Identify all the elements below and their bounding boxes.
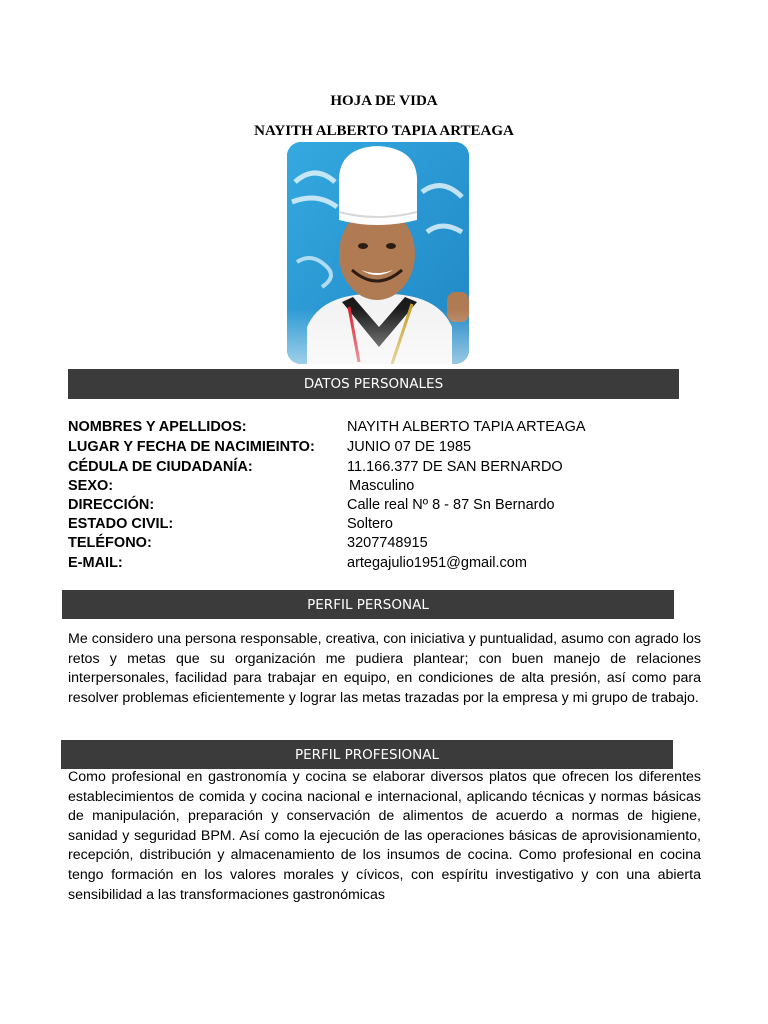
section-header-perfil-personal: PERFIL PERSONAL (62, 590, 674, 619)
profile-paragraph: Me considero una persona responsable, creativa, con iniciativa y puntualidad, asumo con agrado los retos y metas que su organización me pudiera plantear; con buen manejo de relaciones interpersonales, facilidad para trabajar en equipo, en condiciones de alta presión, así como para resolver problemas eficientemente y lograr las metas trazadas por la empresa y mi grupo de trabajo. (68, 631, 701, 706)
value-estado-civil: Soltero (347, 516, 393, 532)
label-cedula: CÉDULA DE CIUDADANÍA: (68, 459, 253, 475)
profile-photo (287, 142, 469, 364)
label-sexo: SEXO: (68, 478, 114, 494)
label-nombres: NOMBRES Y APELLIDOS: (68, 419, 247, 435)
value-nombres: NAYITH ALBERTO TAPIA ARTEAGA (347, 419, 586, 435)
document-title: HOJA DE VIDA (330, 93, 438, 109)
label-telefono: TELÉFONO: (68, 535, 152, 551)
person-name-heading: NAYITH ALBERTO TAPIA ARTEAGA (254, 123, 514, 139)
label-email: E-MAIL: (68, 555, 123, 571)
value-sexo: Masculino (349, 478, 415, 494)
value-telefono: 3207748915 (347, 535, 428, 551)
label-estado-civil: ESTADO CIVIL: (68, 516, 174, 532)
value-cedula: 11.166.377 DE SAN BERNARDO (347, 459, 563, 475)
section-header-perfil-profesional: PERFIL PROFESIONAL (61, 740, 673, 769)
section-header-datos-personales: DATOS PERSONALES (68, 369, 679, 399)
professional-paragraph: Como profesional en gastronomía y cocina se elaborar diversos platos que ofrecen los diferentes establecimientos de comida y cocina nacional e internacional, aplicando técnicas y normas básicas de manipulación, preparación y conservación de alimentos de acuerdo a normas de higiene, sanidad y seguridad BPM. Así como la ejecución de las operaciones básicas de aprovisionamiento, recepción, distribución y almacenamiento de los insumos de cocina. Como profesional en cocina tengo formación en los valores morales y cívicos, con espíritu investigativo y con una abierta sensibilidad a las transformaciones gastronómicas (68, 769, 701, 903)
label-nacimiento: LUGAR Y FECHA DE NACIMIEINTO: (68, 439, 315, 455)
label-direccion: DIRECCIÓN: (68, 497, 155, 513)
value-direccion: Calle real Nº 8 - 87 Sn Bernardo (347, 497, 555, 513)
value-email: artegajulio1951@gmail.com (347, 555, 527, 571)
value-nacimiento: JUNIO 07 DE 1985 (347, 439, 472, 455)
